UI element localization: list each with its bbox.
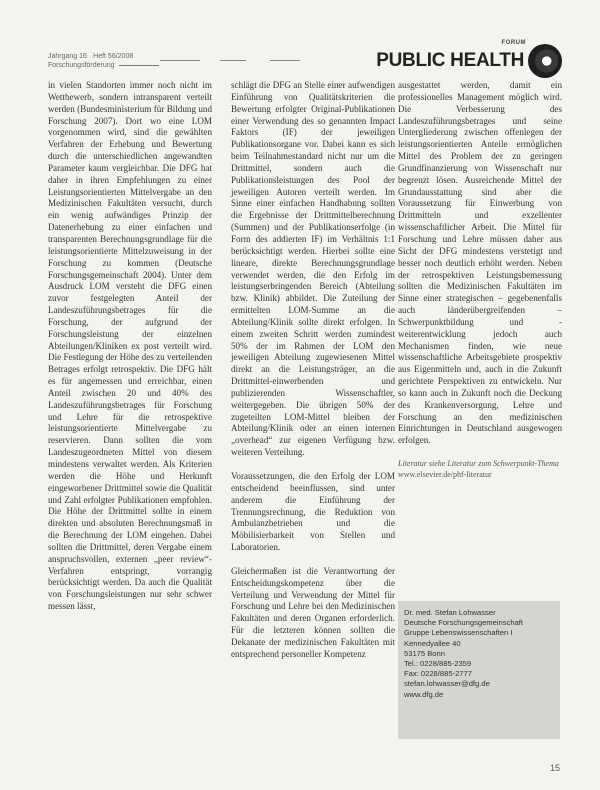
public-health-forum-logo-icon — [528, 44, 562, 78]
issue-line: Jahrgang 16 · Heft 56/2008 — [48, 53, 134, 60]
issue-header — [48, 52, 159, 70]
text-column-1 — [48, 80, 212, 613]
page-number: 15 — [549, 763, 560, 773]
header-rules — [160, 60, 310, 61]
literature-link[interactable]: www.elsevier.de/phf-literatur — [398, 469, 492, 479]
contact-city: 53175 Bonn — [404, 648, 445, 658]
paragraph: Voraussetzungen, die den Erfolg der LOM entscheidend beeinflussen, sind unter anderem die Einführung der Trennungsrechnung, die Reduktion von Ambulanzbetrieben und die Möbilisierbarkeit von Stellen und Laboratorien. — [231, 471, 395, 553]
author-contact-box — [398, 601, 560, 739]
brand-forum-label: FORUM — [501, 40, 526, 46]
section-line: Forschungsförderung — [48, 62, 115, 69]
contact-org: Deutsche Forschungsgemeinschaft — [404, 618, 524, 628]
paragraph: in vielen Standorten immer noch nicht im Wettbewerb, sondern intransparent verteilt werden (Bundesministerium für Bildung und Forschung 2007). Dort wo eine LOM vorgenommen wird, sind die gewählten Verfahren der Erhebung und Bewertung durch die unterschiedlichen angewandten Parameter kaum vergleichbar. Die DFG hat daher in ihren Empfehlungen zu einer Leistungsorientierten Mittelvergabe an den Medizinischen Fakultäten versucht, durch ein wenig aufwändiges Prinzip der Datenerhebung zu einer einfachen und transparenten Berechnungsgrundlage für die leistungsorientierte Mittelzuweisung in der Forschung zu kommen (Deutsche Forschungsgemeinschaft 2004). Unter dem Ausdruck LOM versteht die DFG einen zuvor festgelegten Anteil der Landeszuführungsbetrages für die Forschung, der aufgrund der Forschungsleistung der einzelnen Abteilungen/Kliniken ex post verteilt wird. Die Festlegung der Höhe des zu verteilenden Betrages erfolgt retrospektiv. Die DFG hält es für angemessen und erreichbar, einen Anteil zwischen 20 und 40% des Landeszuführungsbetrages für Forschung und Lehre für die retrospektive leistungsorientierte Mittelvergabe zu reservieren. Dann sollten die vom Landeszugeordneten Mittel von diesem mindestens verwaltet werden. Als Kriterien werden die Höhe und Herkunft eingeworbener Drittmittel sowie die Qualität und Zahl erfolgter Publikationen empfohlen. Die Höhe der Drittmittel sollte in einem direkten und absoluten Berechnungsmaß in die Berechnung der LOM eingehen. Dabei sollten die Drittmittel, deren Vergabe einem anspruchsvollen, externen „peer review“-Verfahren entspringt, vorrangig berücksichtigt werden. Da auch die Qualität von Forschungsleistungen nur sehr schwer messen lässt, — [48, 80, 212, 612]
literature-text: Literatur siehe Literatur zum Schwerpunkt-Thema — [398, 459, 559, 469]
text-column-3 — [398, 80, 562, 480]
contact-street: Kennedyallee 40 — [404, 638, 461, 648]
contact-name: Dr. med. Stefan Lohwasser — [404, 608, 496, 617]
text-column-2 — [231, 80, 395, 661]
contact-email[interactable]: stefan.lohwasser@dfg.de — [404, 679, 490, 689]
contact-group: Gruppe Lebenswissenschaften I — [404, 628, 513, 638]
literature-note — [398, 459, 562, 480]
paragraph: ausgestattet werden, damit ein professionelles Management möglich wird. Die Verbesserung des Landeszuführungsbetrages und seine Untergliederung zwischen offenlegen der leistungsorientierten Anteile ermöglichen Mittel des Problem der zu geringen Grundfinanzierung von Wissenschaft nur begrenzt lösen. Ausreichende Mittel der Grundausstattung sind aber die Voraussetzung für Einwerbung von Drittmitteln und exzellenter wissenschaftlicher Arbeit. Die Mittel für Forschung und Lehre müssen daher aus Sicht der DFG mindestens verstetigt und besser noch deutlich erhöht werden. Neben der retrospektiven Leistungsbemessung sollten die Medizinischen Fakultäten im Sinne einer strategischen – gegebenenfalls auch länderübergreifenden – Schwerpunktbildung und -weiterentwicklung jedoch auch Mechanismen finden, wie neue wissenschaftliche Arbeitsgebiete prospektiv aus Eigenmitteln und, auch in die Zukunft gerichtete Perspektiven zu entwickeln. Nur so kann auch in Zukunft noch die Deckung des Krankenversorgung, Lehre und Forschung an den medizinischen Einrichtungen in Deutschland ausgewogen erfolgen. — [398, 80, 562, 446]
paragraph: Gleichermaßen ist die Verantwortung der Entscheidungskompetenz über die Verteilung und Verwendung der Mittel für Forschung und Lehre bei den Medizinischen Fakultäten und deren Organen erforderlich. Für die letzteren können sollten die Dekanate der medizinischen Fakultäten mit entsprechend personeller Kompetenz — [231, 565, 395, 659]
contact-fax: Fax: 0228/885-2777 — [404, 669, 472, 679]
contact-phone: Tel.: 0228/885-2359 — [404, 659, 472, 669]
brand-name: PUBLIC HEALTH FORUM — [376, 40, 526, 71]
paragraph: schlägt die DFG an Stelle einer aufwendigen Einführung von Qualitätskriterien die Bewertung erfolgter Original-Publikationen einer Verwendung des so genannten Impact Faktors (IF) der jeweiligen Publikationsorgane vor. Dabei kann es sich beim Teilnahmestandard nicht nur um die Drittmittel, sondern auch die Publikationsleistungen des Pool der jeweiligen Autoren verteilt werden. Im Sinne einer einfachen Handhabung sollten die Ergebnisse der Drittmittelberechnung (Summen) und der Publikationserfolge (in Form des addierten IF) im Verhältnis 1:1 berücksichtigt werden. Hierbei sollte eine lineare, direkte Berechnungsgrundlage verwendet werden, die den Erfolg im leistungserbringenden Bereich (Abteilung bzw. Klinik) abbildet. Die Zuteilung der ermittelten LOM-Summe an die Abteilung/Klinik sollte direkt erfolgen. In einem zweiten Schritt werden zumindest 50% der im Rahmen der LOM den jeweiligen Abteilung zugewiesenen Mittel direkt an die Leistungsträger, an die Drittmittel-einwerbenden und publizierenden Wissenschaftler, weitergegeben. Die übrigen 50% der zugeteilten LOM-Mittel bleiben der Abteilung/Klinik oder an einen internen „overhead“ zur eigenen Verfügung bzw. weiteren Verteilung. — [231, 80, 395, 458]
contact-website[interactable]: www.dfg.de — [404, 689, 444, 699]
journal-brand — [376, 40, 562, 78]
